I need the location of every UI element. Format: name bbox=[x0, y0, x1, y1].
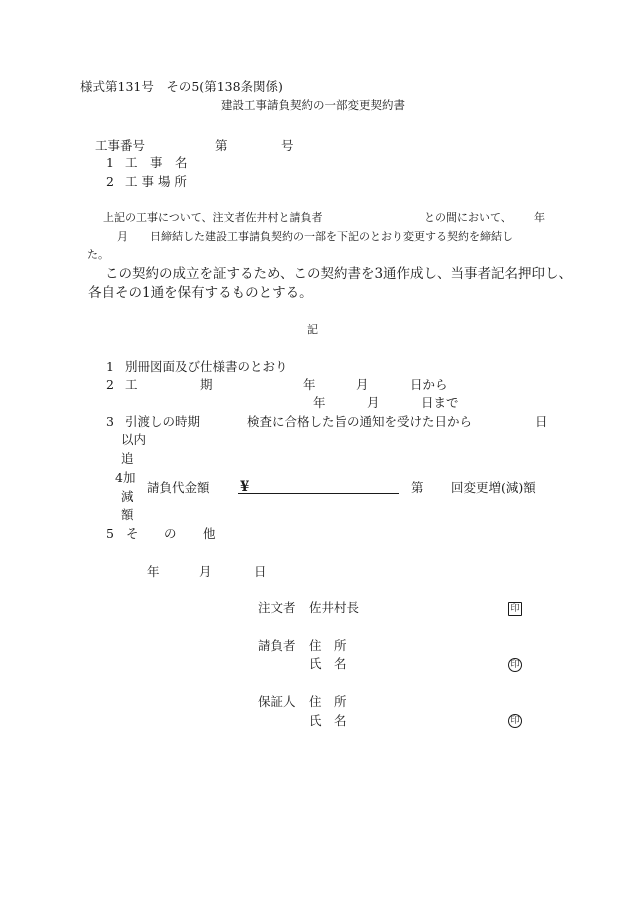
amount-underline bbox=[238, 493, 399, 494]
item-3-day: 日 bbox=[535, 414, 548, 429]
yen-sign: ¥ bbox=[240, 479, 250, 495]
ki-heading: 記 bbox=[307, 323, 318, 336]
item-2-label-a: 工 bbox=[125, 377, 138, 392]
work-number-label: 工事番号 bbox=[95, 138, 146, 153]
form-number: 様式第131号 その5(第138条関係) bbox=[80, 79, 283, 94]
item-3-within: 以内 bbox=[121, 432, 147, 447]
paragraph1-line3: た。 bbox=[87, 248, 109, 261]
work-number-go: 号 bbox=[281, 138, 294, 153]
item-4-label: 請負代金額 bbox=[147, 480, 210, 495]
item-4-vertical-tsui: 追 bbox=[121, 451, 134, 466]
date-month: 月 bbox=[199, 564, 212, 579]
item-2-until: 日まで bbox=[421, 395, 459, 410]
item-3-text: 検査に合格した旨の通知を受けた日から bbox=[247, 414, 473, 429]
item-5-label-so: そ bbox=[126, 526, 139, 541]
contractor-name-label: 氏 名 bbox=[309, 656, 347, 671]
paragraph1-month: 月 bbox=[117, 230, 128, 243]
paragraph1-year: 年 bbox=[534, 211, 545, 224]
item-4-dai: 第 bbox=[411, 480, 424, 495]
item-2-month: 月 bbox=[356, 377, 369, 392]
contractor-seal-mark: 印 bbox=[508, 658, 522, 672]
date-year: 年 bbox=[147, 564, 160, 579]
paragraph2-line2: 各自その1通を保有するものとする。 bbox=[88, 285, 313, 301]
item-3-label: 引渡しの時期 bbox=[125, 414, 201, 429]
item-2-month2: 月 bbox=[367, 395, 380, 410]
paragraph1-line1-between: との間において、 bbox=[424, 211, 512, 224]
item2-number: 2 bbox=[106, 174, 114, 189]
document-title: 建設工事請負契約の一部変更契約書 bbox=[221, 98, 405, 112]
guarantor-name-label: 氏 名 bbox=[309, 713, 347, 728]
date-day: 日 bbox=[254, 564, 267, 579]
contractor-label: 請負者 bbox=[258, 638, 296, 653]
paragraph2-line1: この契約の成立を証するため、この契約書を3通作成し、当事者記名押印し、 bbox=[105, 266, 573, 282]
orderer-seal-mark: 印 bbox=[508, 602, 522, 616]
item-5-number: 5 bbox=[106, 526, 114, 541]
item-4-vertical-gen: 減 bbox=[121, 489, 134, 504]
item-2-from: 日から bbox=[410, 377, 448, 392]
item-4-number: 4加 bbox=[115, 470, 136, 485]
item-5-label-ta: 他 bbox=[203, 526, 216, 541]
item-1-text: 別冊図面及び仕様書のとおり bbox=[125, 359, 288, 374]
paragraph1-line2: 日締結した建設工事請負契約の一部を下記のとおり変更する契約を締結し bbox=[150, 230, 513, 243]
paragraph1-line1: 上記の工事について、注文者佐井村と請負者 bbox=[103, 211, 323, 224]
orderer-label: 注文者 bbox=[258, 600, 296, 615]
item-2-year2: 年 bbox=[313, 395, 326, 410]
guarantor-address-label: 住 所 bbox=[309, 694, 347, 709]
item-4-change: 回変更増(減)額 bbox=[451, 480, 536, 495]
item-4-vertical-gaku: 額 bbox=[121, 507, 134, 522]
item-2-label-b: 期 bbox=[200, 377, 213, 392]
work-number-dai: 第 bbox=[215, 138, 228, 153]
work-place-label: 工 事 場 所 bbox=[125, 174, 187, 189]
guarantor-seal-mark: 印 bbox=[508, 714, 522, 728]
item1-number: 1 bbox=[106, 155, 114, 170]
item-3-number: 3 bbox=[106, 414, 114, 429]
contractor-address-label: 住 所 bbox=[309, 638, 347, 653]
work-name-label: 工 事 名 bbox=[125, 155, 188, 170]
item-1-number: 1 bbox=[106, 359, 114, 374]
item-5-label-no: の bbox=[164, 526, 177, 541]
guarantor-label: 保証人 bbox=[258, 694, 296, 709]
orderer-name: 佐井村長 bbox=[309, 600, 360, 615]
item-2-number: 2 bbox=[106, 377, 114, 392]
item-2-year: 年 bbox=[303, 377, 316, 392]
